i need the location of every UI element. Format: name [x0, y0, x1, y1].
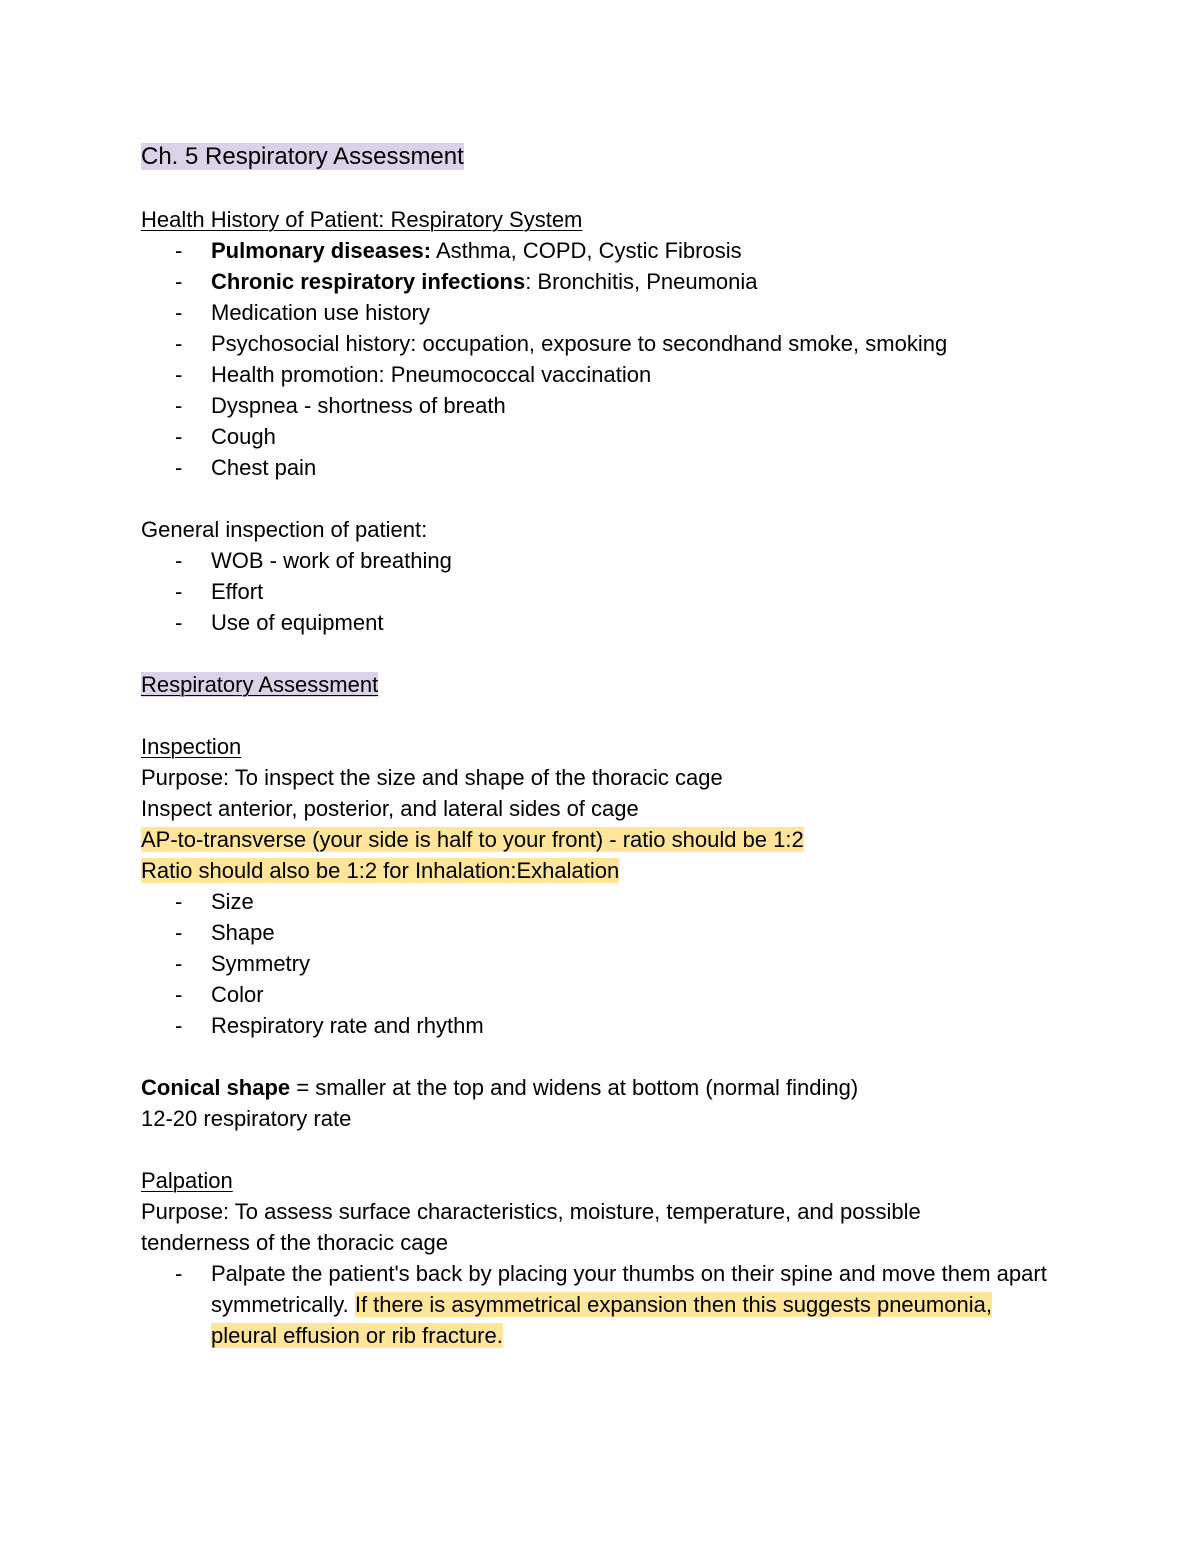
list-item [141, 607, 1071, 638]
bullet-dash: - [175, 610, 183, 635]
list-item [141, 979, 1071, 1010]
bullet-dash: - [175, 362, 183, 387]
rate-note: 12-20 respiratory rate [141, 1106, 352, 1131]
bullet-dash: - [175, 238, 183, 263]
palpation-item-highlight: If there is asymmetrical expansion then this suggests pneumonia, pleural effusion or rib fracture. [211, 1292, 992, 1348]
bullet-dash: - [175, 1261, 183, 1286]
list-item-text: Health promotion: Pneumococcal vaccination [211, 362, 652, 387]
list-item-text: Cough [211, 424, 276, 449]
bullet-dash: - [175, 889, 183, 914]
document-page [141, 140, 1071, 1351]
doc-title [141, 140, 1071, 173]
list-item-text: Respiratory rate and rhythm [211, 1013, 484, 1038]
list-item [141, 917, 1071, 948]
list-item-text: Dyspnea - shortness of breath [211, 393, 506, 418]
list-item-text: Use of equipment [211, 610, 384, 635]
inspection-sides: Inspect anterior, posterior, and lateral sides of cage [141, 796, 639, 821]
conical-note [141, 1072, 1071, 1103]
list-item-bold: Chronic respiratory infections [211, 269, 526, 294]
list-item [141, 390, 1071, 421]
conical-bold: Conical shape [141, 1075, 291, 1100]
list-item [141, 359, 1071, 390]
ratio-2-text: Ratio should also be 1:2 for Inhalation:Exhalation [141, 858, 620, 883]
palpation-item-text: Palpate the patient's back by placing your thumbs on their spine and move them apart symmetrically. [211, 1261, 1047, 1317]
bullet-dash: - [175, 424, 183, 449]
list-item-text: Medication use history [211, 300, 430, 325]
bullet-dash: - [175, 455, 183, 480]
inspection-list [141, 886, 1071, 1041]
general-heading: General inspection of patient: [141, 517, 428, 542]
palpation-heading: Palpation [141, 1168, 233, 1193]
bullet-dash: - [175, 579, 183, 604]
list-item-text: Asthma, COPD, Cystic Fibrosis [431, 238, 742, 263]
inspection-heading: Inspection [141, 734, 242, 759]
title-text: Ch. 5 Respiratory Assessment [141, 143, 464, 170]
list-item [141, 421, 1071, 452]
list-item-text: Size [211, 889, 254, 914]
list-item [141, 576, 1071, 607]
bullet-dash: - [175, 300, 183, 325]
list-item [141, 452, 1071, 483]
bullet-dash: - [175, 1013, 183, 1038]
list-item-text: Effort [211, 579, 264, 604]
history-list [141, 235, 1071, 483]
list-item-text: Shape [211, 920, 275, 945]
bullet-dash: - [175, 548, 183, 573]
inspection-ratio-2 [141, 855, 1071, 886]
bullet-dash: - [175, 331, 183, 356]
palpation-purpose: Purpose: To assess surface characteristics, moisture, temperature, and possible tenderness of the thoracic cage [141, 1199, 921, 1255]
list-item-text: Symmetry [211, 951, 310, 976]
list-item-text: : Bronchitis, Pneumonia [525, 269, 758, 294]
list-item-text: Color [211, 982, 264, 1007]
inspection-purpose: Purpose: To inspect the size and shape of the thoracic cage [141, 765, 723, 790]
bullet-dash: - [175, 951, 183, 976]
section-heading-text: Respiratory Assessment [141, 672, 379, 697]
list-item [141, 297, 1071, 328]
list-item [141, 328, 1071, 359]
list-item-text: Psychosocial history: occupation, exposure to secondhand smoke, smoking [211, 331, 948, 356]
general-list [141, 545, 1071, 638]
ratio-1-text: AP-to-transverse (your side is half to your front) - ratio should be 1:2 [141, 827, 804, 852]
history-heading: Health History of Patient: Respiratory System [141, 207, 583, 232]
bullet-dash: - [175, 982, 183, 1007]
list-item [141, 266, 1071, 297]
list-item [141, 545, 1071, 576]
list-item [141, 235, 1071, 266]
conical-text: = smaller at the top and widens at bottom (normal finding) [290, 1075, 859, 1100]
section-heading [141, 669, 1071, 700]
list-item-bold: Pulmonary diseases: [211, 238, 432, 263]
inspection-ratio-1 [141, 824, 1071, 855]
list-item [141, 1010, 1071, 1041]
list-item [141, 886, 1071, 917]
list-item [141, 948, 1071, 979]
bullet-dash: - [175, 269, 183, 294]
list-item-text: WOB - work of breathing [211, 548, 452, 573]
palpation-item [141, 1258, 1051, 1351]
bullet-dash: - [175, 920, 183, 945]
list-item-text: Chest pain [211, 455, 317, 480]
bullet-dash: - [175, 393, 183, 418]
